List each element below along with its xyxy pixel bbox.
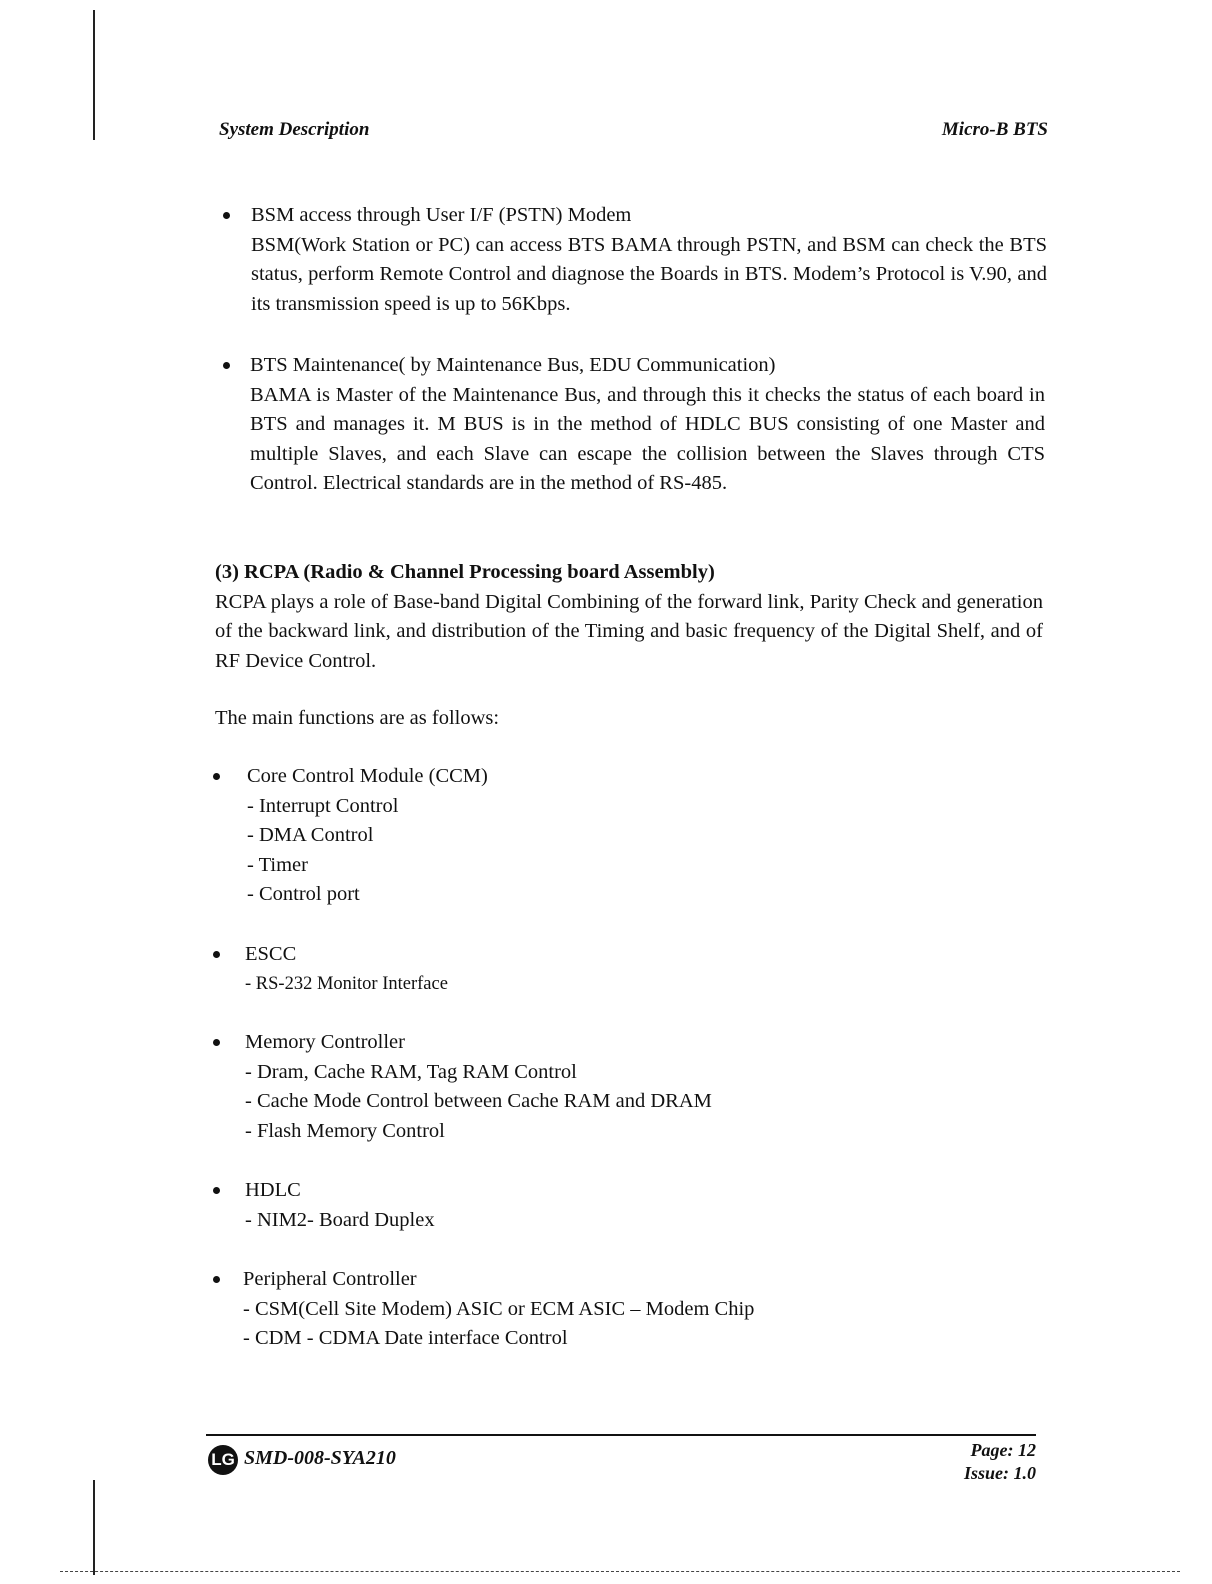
function-subitem: - Timer bbox=[247, 853, 308, 876]
bsm-access-section bbox=[251, 201, 1047, 319]
function-title: HDLC bbox=[245, 1179, 301, 1201]
function-subitem: - DMA Control bbox=[247, 824, 374, 846]
bullet-icon bbox=[223, 362, 230, 369]
bullet-icon bbox=[213, 1187, 220, 1194]
bullet-icon bbox=[213, 773, 220, 780]
scan-bottom-line bbox=[60, 1571, 1180, 1573]
function-item bbox=[245, 1028, 712, 1146]
function-subitem: - RS-232 Monitor Interface bbox=[245, 973, 448, 994]
page-number: Page: 12 bbox=[970, 1440, 1036, 1460]
function-subitem: - Interrupt Control bbox=[247, 794, 399, 817]
function-subitem: - Flash Memory Control bbox=[245, 1119, 445, 1142]
running-header-left: System Description bbox=[219, 119, 370, 140]
bullet-icon bbox=[213, 1276, 220, 1283]
running-header-right: Micro-B BTS bbox=[941, 119, 1048, 140]
function-subitem: - Cache Mode Control between Cache RAM and DRAM bbox=[245, 1090, 712, 1112]
issue-number: Issue: 1.0 bbox=[963, 1463, 1036, 1483]
rcpa-section bbox=[215, 558, 1043, 676]
bts-maintenance-section bbox=[250, 351, 1045, 499]
bsm-access-body: BSM(Work Station or PC) can access BTS BAMA through PSTN, and BSM can check the BTS status, perform Remote Control and diagnose the Boards in BTS. Modem’s Protocol is V.90, and its transmission speed is up to 56Kbps. bbox=[251, 233, 1047, 315]
functions-intro: The main functions are as follows: bbox=[215, 707, 500, 729]
function-item bbox=[243, 1265, 754, 1354]
bsm-access-title: BSM access through User I/F (PSTN) Modem bbox=[251, 204, 632, 226]
footer-rule bbox=[206, 1434, 1036, 1436]
function-title: ESCC bbox=[245, 943, 297, 965]
bts-maintenance-title: BTS Maintenance( by Maintenance Bus, EDU Communication) bbox=[250, 354, 776, 376]
function-subitem: - NIM2- Board Duplex bbox=[245, 1208, 435, 1231]
document-id: SMD-008-SYA210 bbox=[244, 1447, 396, 1469]
lg-logo-icon: LG bbox=[208, 1445, 238, 1475]
function-subitem: - Dram, Cache RAM, Tag RAM Control bbox=[245, 1060, 577, 1083]
bullet-icon bbox=[213, 951, 220, 958]
function-subitem: - Control port bbox=[247, 883, 360, 905]
scan-edge-line bbox=[93, 10, 95, 140]
scan-edge-line bbox=[93, 1480, 95, 1575]
rcpa-heading: (3) RCPA (Radio & Channel Processing board Assembly) bbox=[215, 561, 715, 583]
function-item bbox=[245, 1176, 435, 1235]
function-subitem: - CDM - CDMA Date interface Control bbox=[243, 1327, 568, 1349]
bullet-icon bbox=[213, 1039, 220, 1046]
bullet-icon bbox=[223, 212, 230, 219]
function-title: Peripheral Controller bbox=[243, 1268, 417, 1290]
rcpa-body: RCPA plays a role of Base-band Digital Combining of the forward link, Parity Check and generation of the backward link, and distribution of the Timing and basic frequency of the Digital Shelf, and of RF Device Control. bbox=[215, 590, 1043, 672]
function-title: Memory Controller bbox=[245, 1031, 405, 1053]
bts-maintenance-body: BAMA is Master of the Maintenance Bus, and through this it checks the status of each board in BTS and manages it. M BUS is in the method of HDLC BUS consisting of one Master and multiple Slaves, and each Slave can escape the collision between the Slaves through CTS Control. Electrical standards are in the method of RS-485. bbox=[250, 383, 1045, 494]
function-subitem: - CSM(Cell Site Modem) ASIC or ECM ASIC – Modem Chip bbox=[243, 1297, 755, 1320]
function-item bbox=[245, 940, 448, 999]
function-title: Core Control Module (CCM) bbox=[247, 765, 488, 787]
function-item bbox=[247, 762, 488, 910]
